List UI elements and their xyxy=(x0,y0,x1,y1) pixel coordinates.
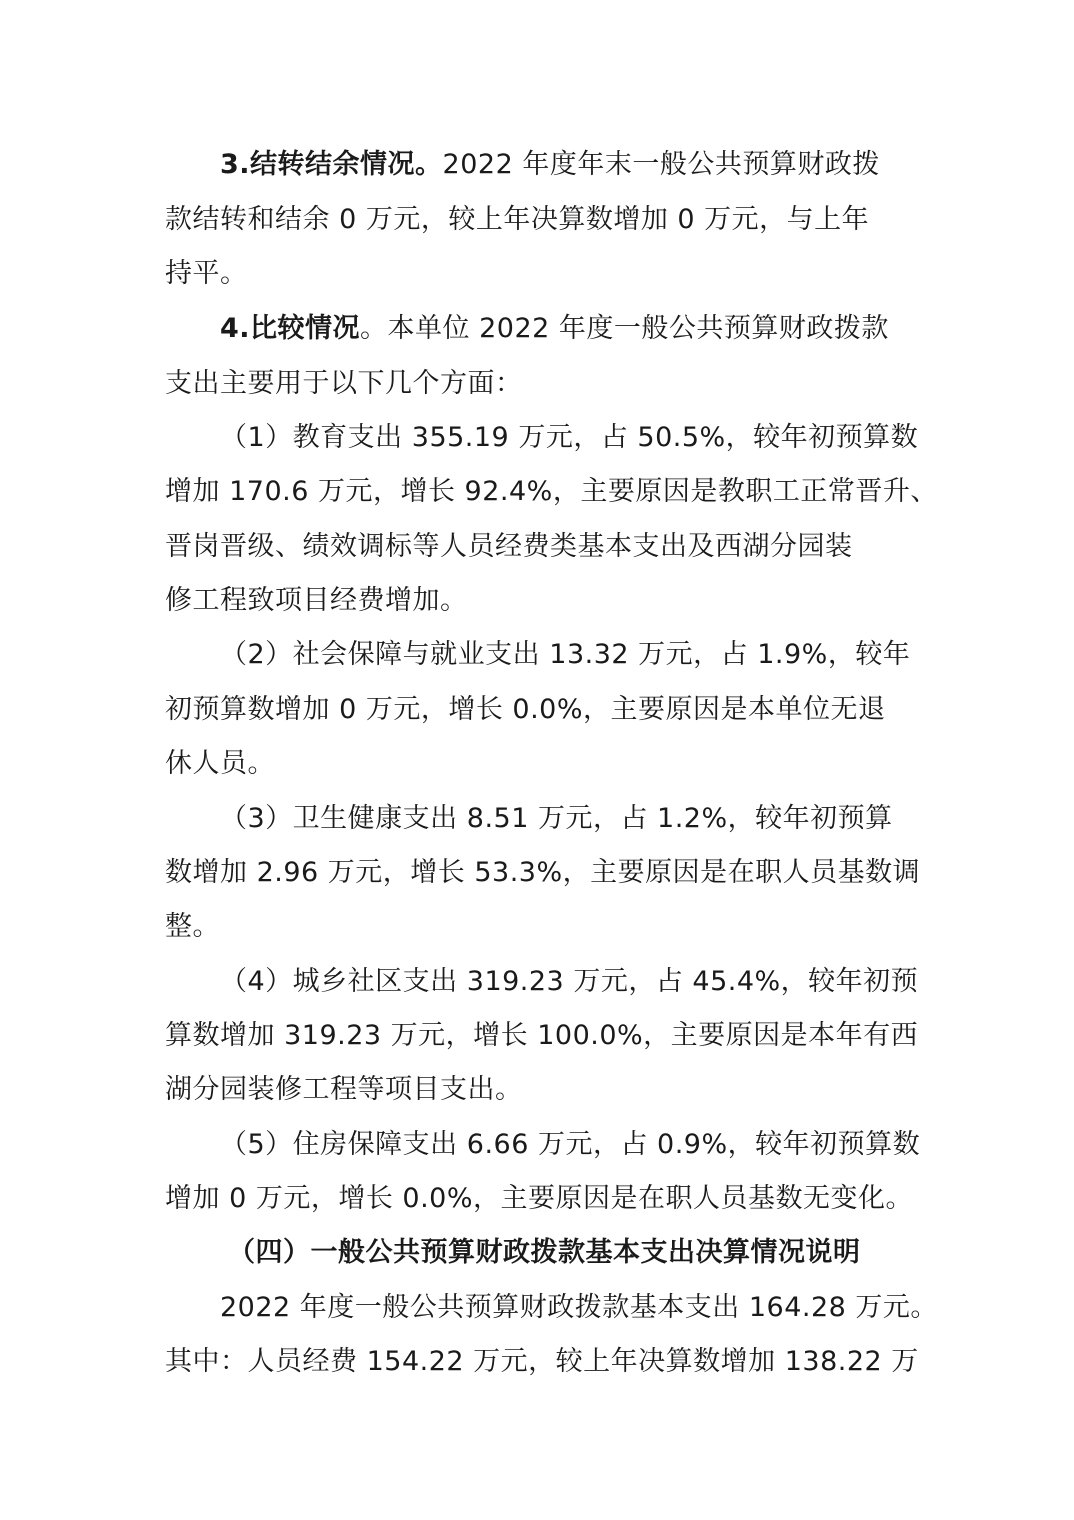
paragraph-line: （3）卫生健康支出 8.51 万元，占 1.2%，较年初预算 xyxy=(220,803,893,834)
paragraph-line: 算数增加 319.23 万元，增长 100.0%，主要原因是本年有西 xyxy=(165,1020,919,1051)
paragraph-line: （4）城乡社区支出 319.23 万元，占 45.4%，较年初预 xyxy=(220,966,919,997)
paragraph-line: 数增加 2.96 万元，增长 53.3%，主要原因是在职人员基数调 xyxy=(165,857,921,888)
paragraph-lead: 4.比较情况 xyxy=(220,313,361,344)
paragraph-line: （5）住房保障支出 6.66 万元，占 0.9%，较年初预算数 xyxy=(220,1129,921,1160)
paragraph-line: 整。 xyxy=(165,911,220,942)
paragraph-line: 晋岗晋级、绩效调标等人员经费类基本支出及西湖分园装 xyxy=(165,531,853,562)
paragraph-line: 休人员。 xyxy=(165,748,275,779)
paragraph-line: 支出主要用于以下几个方面： xyxy=(165,368,523,399)
paragraph-line: 持平。 xyxy=(165,258,248,289)
section-heading: （四）一般公共预算财政拨款基本支出决算情况说明 xyxy=(228,1237,861,1268)
paragraph-line: 修工程致项目经费增加。 xyxy=(165,585,468,616)
paragraph-line xyxy=(220,309,889,349)
paragraph-lead: 3.结转结余情况。 xyxy=(220,149,443,180)
paragraph-line: 增加 0 万元，增长 0.0%，主要原因是在职人员基数无变化。 xyxy=(165,1183,914,1214)
paragraph-line: 湖分园装修工程等项目支出。 xyxy=(165,1074,523,1105)
paragraph-text: 。本单位 2022 年度一般公共预算财政拨款 xyxy=(360,313,889,344)
paragraph-line: （2）社会保障与就业支出 13.32 万元，占 1.9%，较年 xyxy=(220,639,911,670)
paragraph-line: 其中：人员经费 154.22 万元，较上年决算数增加 138.22 万 xyxy=(165,1346,919,1377)
paragraph-line: 款结转和结余 0 万元，较上年决算数增加 0 万元，与上年 xyxy=(165,204,870,235)
paragraph-line: 2022 年度一般公共预算财政拨款基本支出 164.28 万元。 xyxy=(220,1292,938,1323)
paragraph-line xyxy=(220,145,880,185)
paragraph-line: 增加 170.6 万元，增长 92.4%，主要原因是教职工正常晋升、 xyxy=(165,476,938,507)
paragraph-text: 2022 年度年末一般公共预算财政拨 xyxy=(442,149,880,180)
paragraph-line: 初预算数增加 0 万元，增长 0.0%，主要原因是本单位无退 xyxy=(165,694,886,725)
paragraph-line: （1）教育支出 355.19 万元，占 50.5%，较年初预算数 xyxy=(220,422,919,453)
